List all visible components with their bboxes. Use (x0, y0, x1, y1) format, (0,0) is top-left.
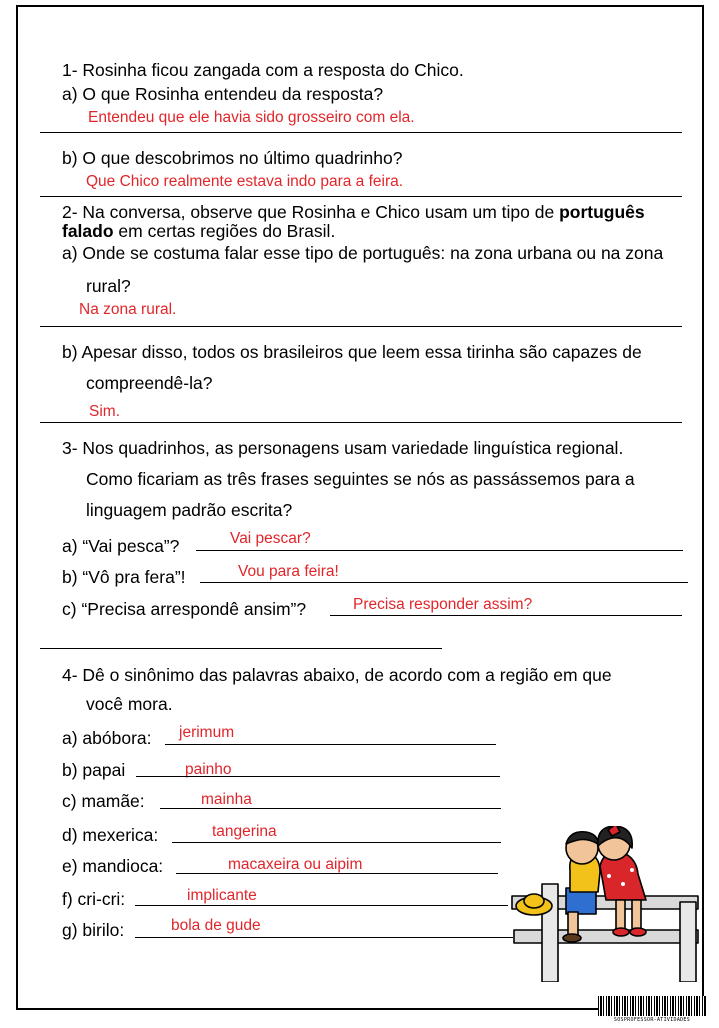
rosinha-leg-right (632, 900, 641, 930)
q4g-answer[interactable]: bola de gude (171, 917, 261, 934)
q4d-answer[interactable]: tangerina (212, 823, 277, 840)
q1b-question: b) O que descobrimos no último quadrinho? (62, 148, 403, 168)
q3b-answer[interactable]: Vou para feira! (238, 563, 339, 580)
rosinha-leg-left (616, 900, 625, 930)
q2a-answer-line (40, 326, 682, 327)
chico-foot (563, 934, 581, 942)
q4f-answer[interactable]: implicante (187, 887, 257, 904)
q4c-answer[interactable]: mainha (201, 791, 252, 808)
q2a-question-line1: a) Onde se costuma falar esse tipo de português: na zona urbana ou na zona (62, 243, 664, 263)
rosinha-shoe-right (630, 928, 646, 936)
q3b-question: b) “Vô pra fera”! (62, 567, 186, 587)
q3c-answer-line (330, 615, 682, 616)
q4a-answer[interactable]: jerimum (179, 724, 235, 741)
q3-line2: Como ficariam as três frases seguintes se nós as passássemos para a (86, 469, 635, 489)
q2a-answer[interactable]: Na zona rural. (79, 301, 177, 318)
q3a-answer-line (196, 550, 683, 551)
chico-bento-rosinha-fence-icon (508, 826, 704, 982)
rosinha-shoe-left (613, 928, 629, 936)
q4f-label: f) cri-cri: (62, 889, 126, 909)
q1a-answer[interactable]: Entendeu que ele havia sido grosseiro com ela. (88, 109, 415, 126)
q4c-answer-line (160, 808, 501, 809)
q1-title: 1- Rosinha ficou zangada com a resposta do Chico. (62, 60, 464, 80)
q3b-answer-line (200, 582, 688, 583)
q1b-answer[interactable]: Que Chico realmente estava indo para a feira. (86, 173, 404, 190)
q4b-answer-line (136, 776, 500, 777)
q2-title-text: 2- Na conversa, observe que Rosinha e Chico usam um tipo de (62, 202, 560, 222)
q2a-question-line2: rural? (86, 276, 131, 296)
chico-leg-left (568, 912, 578, 936)
q4e-label: e) mandioca: (62, 856, 164, 876)
q4g-label: g) birilo: (62, 920, 125, 940)
q4c-label: c) mamãe: (62, 791, 145, 811)
q2-title-end: em certas regiões do Brasil. (113, 221, 336, 241)
q2-title-line1 (62, 202, 645, 222)
q4d-label: d) mexerica: (62, 825, 159, 845)
q3c-answer-line-2 (40, 648, 442, 649)
barcode-bars (598, 996, 706, 1016)
q2-title-bold-falado: falado (62, 221, 114, 241)
q2b-answer-line (40, 422, 682, 423)
barcode (598, 996, 706, 1026)
q3c-question: c) “Precisa arrespondê ansim”? (62, 599, 307, 619)
q3-line3: linguagem padrão escrita? (86, 500, 293, 520)
q2b-answer[interactable]: Sim. (89, 403, 120, 420)
fence-post-right (680, 902, 696, 982)
q4a-answer-line (165, 744, 496, 745)
q3c-answer[interactable]: Precisa responder assim? (353, 596, 533, 613)
q1b-answer-line (40, 196, 682, 197)
q1a-question: a) O que Rosinha entendeu da resposta? (62, 84, 384, 104)
q4a-label: a) abóbora: (62, 728, 152, 748)
q2b-question-line1: b) Apesar disso, todos os brasileiros que leem essa tirinha são capazes de (62, 342, 642, 362)
q1a-answer-line (40, 132, 682, 133)
q4b-label: b) papai (62, 760, 126, 780)
q3-line1: 3- Nos quadrinhos, as personagens usam variedade linguística regional. (62, 438, 624, 458)
q3a-question: a) “Vai pesca”? (62, 536, 180, 556)
q4d-answer-line (172, 842, 501, 843)
hat-crown (524, 894, 544, 908)
q4f-answer-line (135, 905, 508, 906)
q4-line2: você mora. (86, 694, 173, 714)
q3a-answer[interactable]: Vai pescar? (230, 530, 311, 547)
q2b-question-line2: compreendê-la? (86, 373, 213, 393)
q4b-answer[interactable]: painho (185, 761, 232, 778)
q4e-answer-line (176, 873, 498, 874)
q4-line1: 4- Dê o sinônimo das palavras abaixo, de acordo com a região em que (62, 665, 612, 685)
q2-title-bold-portugues: português (559, 202, 645, 222)
q2-title-line2 (62, 221, 335, 241)
q4g-answer-line (135, 937, 513, 938)
barcode-text: SOSPROFESSOR-ATIVIDADES (613, 1017, 691, 1023)
q4e-answer[interactable]: macaxeira ou aipim (228, 856, 363, 873)
